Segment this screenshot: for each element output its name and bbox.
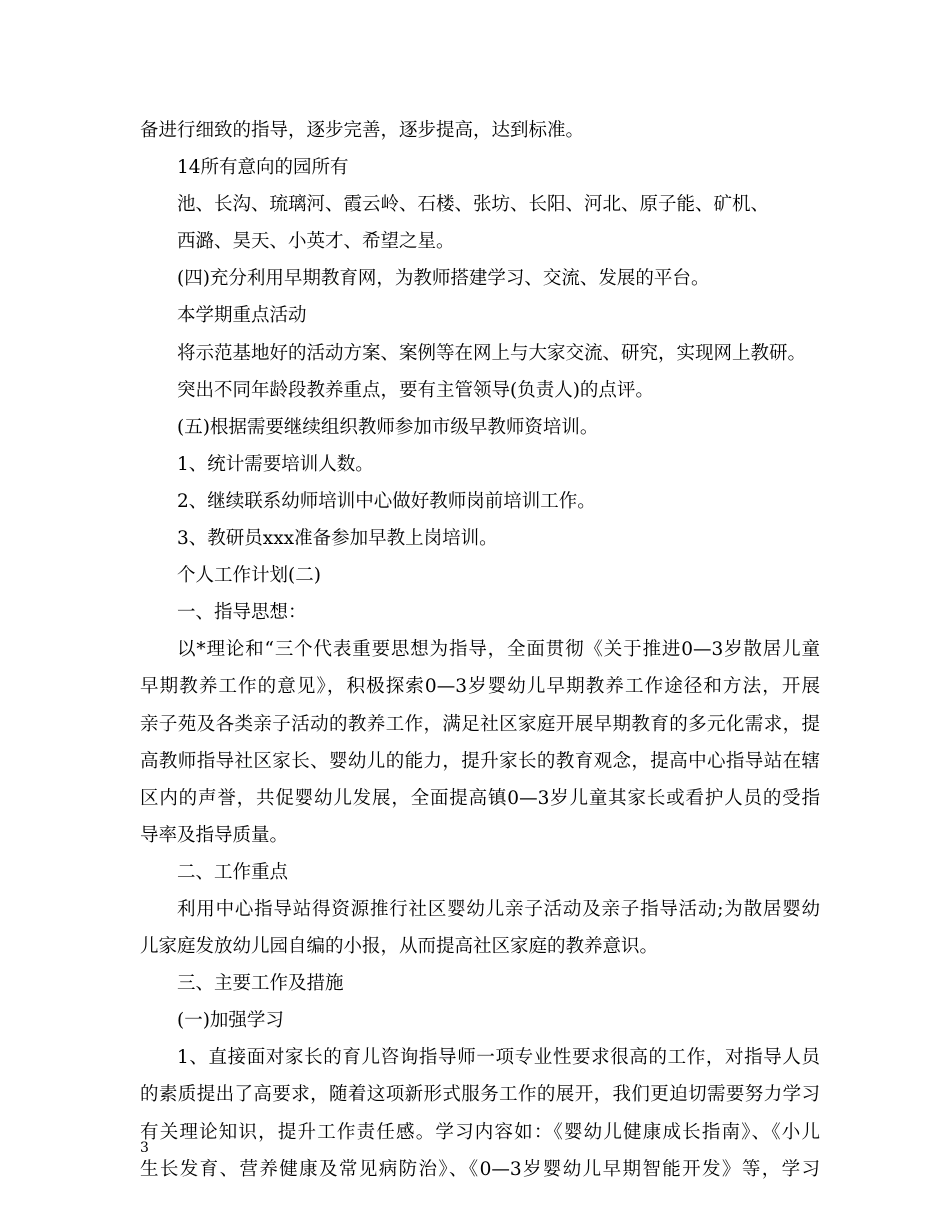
- text-line: 备进行细致的指导，逐步完善，逐步提高，达到标准。: [140, 120, 585, 141]
- text-line: 将示范基地好的活动方案、案例等在网上与大家交流、研究，实现网上教研。: [177, 342, 807, 364]
- text-line: 突出不同年龄段教养重点，要有主管领导(负责人)的点评。: [177, 379, 654, 401]
- paragraph-line: 利用中心指导站得资源推行社区婴幼儿亲子活动及亲子指导活动;为散居婴幼: [177, 898, 820, 920]
- paragraph-line: 1、直接面对家长的育儿咨询指导师一项专业性要求很高的工作，对指导人员: [177, 1047, 820, 1069]
- text-line: 西潞、昊天、小英才、希望之星。: [177, 231, 455, 253]
- paragraph-line: 高教师指导社区家长、婴幼儿的能力，提升家长的教育观念，提高中心指导站在辖: [140, 750, 820, 772]
- paragraph-line: 亲子苑及各类亲子活动的教养工作，满足社区家庭开展早期教育的多元化需求，提: [140, 713, 820, 735]
- document-body: [140, 112, 820, 1188]
- text-line: 14所有意向的园所有: [177, 157, 349, 179]
- section-heading: (四)充分利用早期教育网，为教师搭建学习、交流、发展的平台。: [177, 268, 710, 290]
- paragraph-line: 儿家庭发放幼儿园自编的小报，从而提高社区家庭的教养意识。: [140, 936, 659, 958]
- paragraph-line: 有关理论知识，提升工作责任感。学习内容如：《婴幼儿健康成长指南》、《小儿: [140, 1121, 820, 1143]
- paragraph-line: 的素质提出了高要求，随着这项新形式服务工作的展开，我们更迫切需要努力学习: [140, 1084, 820, 1106]
- list-item: 1、统计需要培训人数。: [177, 453, 374, 475]
- paragraph-line: 区内的声誉，共促婴幼儿发展，全面提高镇0—3岁儿童其家长或看护人员的受指: [140, 787, 820, 809]
- paragraph-line: 导率及指导质量。: [140, 824, 289, 846]
- paragraph-line: 生长发育、营养健康及常见病防治》、《0—3岁婴幼儿早期智能开发》等，学习: [140, 1158, 820, 1180]
- section-heading: 一、指导思想：: [177, 602, 307, 624]
- section-heading: (五)根据需要继续组织教师参加市级早教师资培训。: [177, 416, 599, 438]
- list-item: 2、继续联系幼师培训中心做好教师岗前培训工作。: [177, 490, 596, 512]
- section-heading: 二、工作重点: [177, 861, 289, 883]
- paragraph-line: 以*理论和“三个代表重要思想为指导，全面贯彻《关于推进0—3岁散居儿童: [177, 639, 820, 661]
- page-number: 3: [140, 1140, 149, 1156]
- section-heading: (一)加强学习: [177, 1010, 284, 1032]
- section-heading: 三、主要工作及措施: [177, 973, 344, 995]
- list-item: 3、教研员xxx准备参加早教上岗培训。: [177, 528, 498, 550]
- paragraph-line: 早期教养工作的意见》，积极探索0—3岁婴幼儿早期教养工作途径和方法，开展: [140, 676, 820, 698]
- document-subtitle: 个人工作计划(二): [177, 565, 321, 587]
- text-line: 池、长沟、琉璃河、霞云岭、石楼、张坊、长阳、河北、原子能、矿机、: [177, 194, 770, 216]
- text-line: 本学期重点活动: [177, 305, 307, 327]
